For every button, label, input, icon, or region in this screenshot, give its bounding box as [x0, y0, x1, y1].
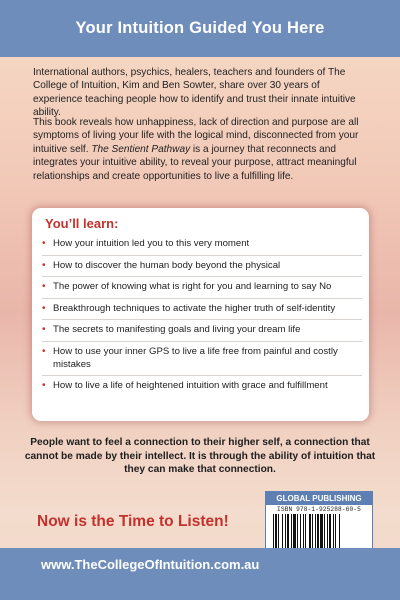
footer-band — [0, 548, 400, 600]
intro-paragraph-2-end: is a journey that reconnects and integrates your intuitive ability, to reveal your purpose, attract meaningful relationships and create opportunities to live a fulfilling life. — [33, 143, 357, 182]
list-item-text: How to live a life of heightened intuition with grace and fulfillment — [53, 380, 328, 392]
list-item-text: How your intuition led you to this very moment — [53, 238, 250, 249]
book-title: The Sentient Pathway — [91, 143, 191, 155]
list-item-text: The secrets to manifesting goals and living your dream life — [53, 324, 301, 336]
learn-box — [32, 208, 369, 421]
bullet-icon: • — [42, 380, 46, 392]
bullet-icon: • — [42, 302, 46, 314]
list-item — [42, 324, 362, 342]
website-link[interactable]: www.TheCollegeOfIntuition.com.au — [41, 557, 260, 572]
isbn-label: ISBN 978-1-925288-60-5 — [277, 506, 361, 513]
call-to-action: Now is the Time to Listen! — [37, 513, 229, 530]
barcode-icon — [271, 514, 367, 550]
bullet-icon: • — [42, 345, 46, 357]
closing-statement: People want to feel a connection to their higher self, a connection that cannot be made by their intellect. It is through the ability of intuition that they can make that connection. — [24, 437, 376, 476]
list-item — [42, 346, 362, 376]
list-item-text: How to use your inner GPS to live a life free from painful and costly mistakes — [53, 345, 338, 370]
bullet-icon: • — [42, 324, 46, 336]
learn-title: You’ll learn: — [45, 216, 119, 231]
list-item — [42, 238, 362, 256]
page-title: Your Intuition Guided You Here — [75, 19, 325, 37]
publisher-name: GLOBAL PUBLISHING — [266, 492, 372, 505]
list-item — [42, 281, 362, 299]
list-item — [42, 260, 362, 278]
list-item-text: The power of knowing what is right for you and learning to say No — [53, 281, 332, 293]
intro-paragraph-1: International authors, psychics, healers, teachers and founders of The College of Intuition, Kim and Ben Sowter, share over 30 years of experience teaching people how to identify and trust their innate intuitive ability. — [33, 67, 356, 119]
intro-paragraph-2-start: This book reveals how unhappiness, lack of direction and purpose are all symptoms of living your life with the logical mind, disconnected from your intuitive self. — [33, 117, 359, 155]
list-item — [42, 380, 362, 397]
list-item-text: How to discover the human body beyond the physical — [53, 259, 281, 271]
list-item — [42, 303, 362, 321]
list-item-text: Breakthrough techniques to activate the higher truth of self-identity — [53, 302, 336, 314]
bullet-icon: • — [42, 238, 46, 249]
bullet-icon: • — [42, 281, 46, 293]
header-band — [0, 0, 400, 57]
bullet-icon: • — [42, 259, 46, 271]
intro-paragraph-2 — [33, 116, 369, 183]
learn-list — [42, 238, 362, 401]
